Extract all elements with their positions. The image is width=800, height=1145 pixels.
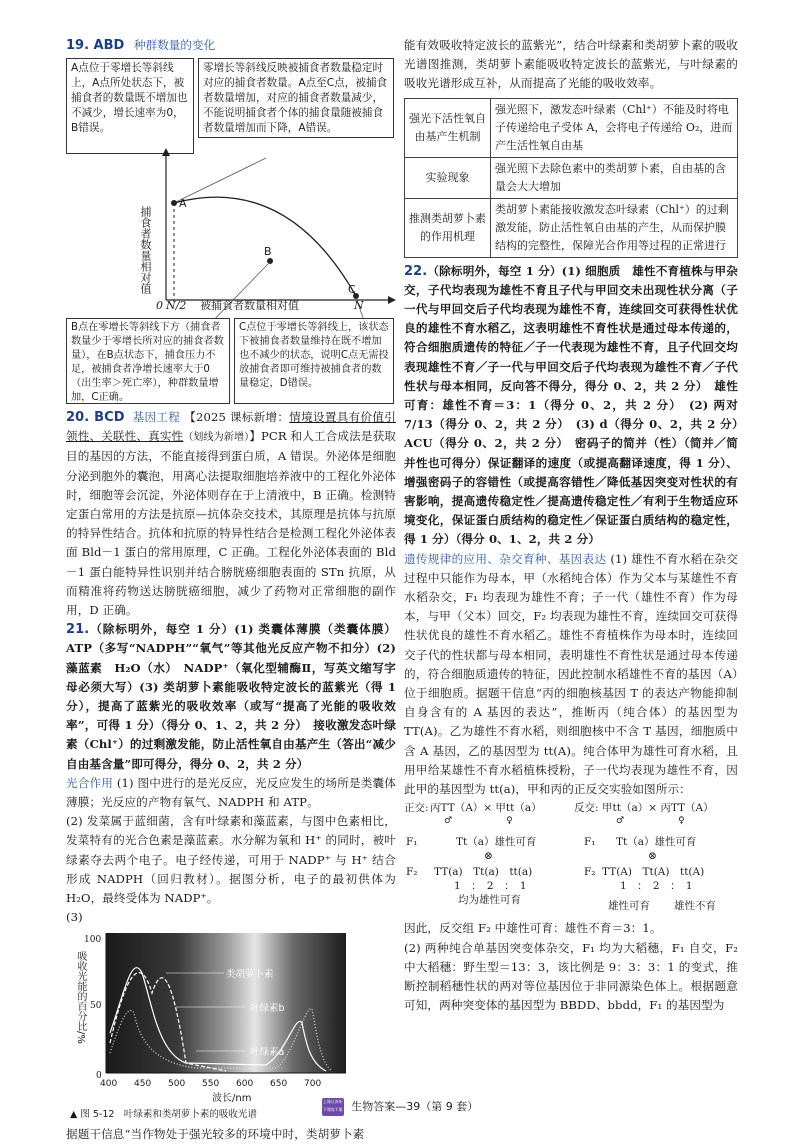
q21-fig-y100: 100	[84, 935, 102, 946]
q22-cross-self-left: ⊗	[484, 850, 493, 863]
q21-analysis-2: (2) 发菜属于蓝细菌，含有叶绿素和藻蓝素，与图中色素相比，发菜特有的光合色素是藻蓝素。水分解为氧和 H⁺ 的同时，被叶绿素夺去两个电子。电子经传递，可用于 NADP⁺ 与 H⁺ 结合形成 NADPH（回归教材）。据图分析，电子的最初供体为 H₂O，最终受体为 NADP⁺。	[66, 814, 396, 906]
q19-label-b: B	[264, 245, 272, 258]
q22-cross-f2-right-note2: 雄性不育	[674, 900, 716, 913]
table-cell-key: 强光下活性氧自由基产生机制	[405, 98, 491, 157]
q20-number: 20. BCD	[66, 410, 125, 425]
q21-tick-700: 700	[304, 1079, 322, 1090]
q20-tag: 【2025 课标新增：	[184, 410, 290, 424]
logo-line-2: 下课练不累	[322, 1106, 343, 1112]
q19-topic: 种群数量的变化	[134, 38, 216, 52]
q21-fig-ylabel: 吸收光能的百分比/%	[75, 951, 86, 1045]
q21-answer: （除标明外，每空 1 分）(1) 类囊体薄膜（类囊体膜）ATP（多写“NADPH”“氧气”等其他光反应产物不扣分）(2) 藻蓝素 H₂O（水） NADP⁺（氧化型辅酶Ⅱ，写英文缩写字母必须大写）(3) 类胡萝卜素能吸收特定波长的蓝紫光（得 1 分），提高了蓝紫光的吸收效率（或写“提高了光能的吸收效率”，可得 1 分）（得分 0、1、2，共 2 分） 接收激发态叶绿素（Chl⁺）的过剩激发能，防止活性氧自由基产生（答出“减少自由基含量”即可得分，得分 0、2，共 2 分）	[66, 622, 396, 771]
q21-tick-450: 450	[134, 1079, 152, 1090]
q21-tick-650: 650	[270, 1079, 288, 1090]
q22-cross-f1-left: Tt（a）雄性可育	[456, 836, 537, 849]
q19-box-c: B点在零增长等斜线下方（捕食者数量少于零增长所对应的捕食者数量），在B点状态下，捕食压力不足，被捕食者净增长速率大于0（出生率＞死亡率），种群数量增加，C正确。	[66, 318, 230, 404]
q21-mechanism-table	[404, 98, 738, 258]
q21-p1: (1) 图中进行的是光反应，光反应发生的场所是类囊体薄膜；光反应的产物有氧气、NADPH 和 ATP。	[66, 775, 396, 810]
q22-cross-p-left: 丙TT（A）× 甲tt（a）	[430, 802, 542, 815]
q19-label-a: A	[179, 197, 187, 210]
q21-fig-xticks	[100, 1075, 360, 1089]
q19-label-c: C	[348, 283, 356, 296]
q20-tag-note: （划线为新增）	[183, 432, 250, 444]
q19-point-a	[171, 200, 177, 206]
right-column	[404, 36, 750, 1015]
q21-block	[66, 620, 396, 774]
q22-cross-f1-left-tag: F₁	[406, 836, 418, 849]
q19-y-arrow	[162, 148, 170, 156]
logo-line-1: 上课认真听	[322, 1098, 343, 1104]
q19-box-b-pointer	[176, 158, 266, 202]
left-column	[66, 36, 396, 1145]
q22-analysis-1	[404, 550, 738, 800]
q19-box-a: A点位于零增长等斜线上，A点所处状态下，被捕食者的数量既不增加也不减少，增长速率为0，B错误。	[66, 58, 194, 154]
q19-box-b: 零增长等斜线反映被捕食者数量稳定时对应的捕食者数量。A点至C点，被捕食者数量增加，对应的捕食者数量减少，不能说明捕食者个体的捕食量随被捕食者数量增加而下降，A错误。	[198, 58, 394, 138]
q22-block	[404, 262, 750, 550]
q20-block	[66, 408, 396, 620]
q22-cross-f2-left-note: 均为雄性可育	[458, 894, 521, 907]
q21-fig-y50: 50	[90, 1001, 102, 1012]
q21-tick-600: 600	[236, 1079, 254, 1090]
q20-topic: 基因工程	[132, 410, 181, 424]
q20-text: PCR 和人工合成法是获取目的基因的方法，不能直接得到蛋白质，A 错误。外泌体是细胞分泌到胞外的囊泡，用离心法提取细胞培养液中的工程化外泌体时，细胞等会沉淀，外泌体则存在于上清液中，B 正确。检测特定蛋白常用的方法是抗原—抗体杂交技术，其原理是抗体与抗原的特异性结合。抗体和抗原的特异性结合是检测工程化外泌体表面 Bld－1 蛋白的常用原理，C 正确。工程化外泌体表面的 Bld－1 蛋白能特异性识别并结合膀胱癌细胞表面的 STn 抗原，从而精准将药物送达膀胱癌细胞，减少了药物对正常细胞的副作用，D 正确。	[66, 429, 396, 618]
q22-label: 遗传规律的应用、杂交育种、基因表达	[404, 551, 607, 566]
table-cell-value: 强光照下，激发态叶绿素（Chl⁺）不能及时将电子传递给电子受体 A，会将电子传递给 O₂，进而产生活性氧自由基	[491, 98, 738, 157]
q21-analysis-1	[66, 774, 396, 812]
table-cell-key: 推测类胡萝卜素的作用机理	[405, 198, 491, 257]
footer-page-label: 生物答案—39（第 9 套）	[351, 1099, 479, 1113]
q21-fig-y0: 0	[96, 1071, 102, 1082]
q21-tick-400: 400	[100, 1079, 118, 1090]
q22-cross-fj: 反交:	[574, 802, 599, 815]
q19-heading	[66, 36, 396, 56]
q22-cross-f2-right-ratio: 1 ： 2 ： 1	[620, 880, 693, 893]
q21-fig-caption: ▲ 图 5-12 叶绿素和类胡萝卜素的吸收光谱	[70, 1109, 257, 1121]
q22-cross-zj: 正交:	[404, 802, 429, 815]
q19-x-arrow	[388, 296, 396, 304]
q22-cross-f2-right-note1: 雄性可育	[608, 900, 650, 913]
q21-fig-xlabel: 波长/nm	[212, 1093, 252, 1105]
q21-tick-500: 500	[168, 1079, 186, 1090]
q19-label-n: N	[354, 299, 364, 312]
q19-box-d: C点位于零增长等斜线上，该状态下被捕食者数量维持在既不增加也不减少的状态，说明C点无需投放捕食者即可维持被捕食者的数量稳定，D错误。	[234, 318, 394, 404]
q22-cross-f2-right: TT(A) Tt(A) tt(A)	[602, 866, 705, 879]
q22-cross-f2-left: TT(a) Tt(a) tt(a)	[434, 866, 533, 879]
q20-tag-end: 】	[249, 429, 261, 444]
q21-fig-label-chla: 叶绿素a	[250, 1047, 285, 1059]
q22-number: 22.	[404, 263, 428, 279]
q22-p1: (1) 雄性不育水稻在杂交过程中只能作为母本，甲（水稻纯合体）作为父本与某雄性不育水稻杂交，F₁ 均表现为雄性不育；子一代（雄性不育）作为母本，与甲（父本）回交，F₂ 均表现为雄性不育，连续回交可获得性状优良的雄性不育水稻乙。雄性不育植株作为母本时，连续回交子代的性状都与母本相同，表明雄性不育性状是通过母本传递的，符合细胞质遗传的特征，因此控制水稻雄性不育的基因（A）位于细胞质。据题干信息“丙的细胞核基因 T 的表达产物能抑制自身含有的 A 基因的表达”，推断丙（纯合体）的基因型为 TT(A)。乙为雄性不育水稻，则细胞核中不含 T 基因，细胞质中含 A 基因，乙的基因型为 tt(A)。纯合体甲为雄性可育水稻，且用甲给某雄性不育水稻植株授粉，子一代均表现为雄性不育，因此甲的基因型为 tt(a)，甲和丙的正反交实验如图所示：	[404, 551, 738, 797]
table-row	[405, 198, 738, 257]
q21-number: 21.	[66, 622, 90, 638]
q19-y-label: 捕食者数量相对值	[139, 206, 152, 294]
q22-cross-f2-left-tag: F₂	[406, 866, 418, 879]
q21-label: 光合作用	[66, 775, 114, 790]
table-cell-value: 类胡萝卜素能接收激发态叶绿素（Chl⁺）的过剩激发能，防止活性氧自由基的产生，从而保护膜结构的完整性，保障光合作用等过程的正常进行	[491, 198, 738, 257]
q22-cross-f2-left-ratio: 1 ： 2 ： 1	[454, 880, 527, 893]
q22-cross-p-right-sex: ♂ ♀	[616, 816, 685, 827]
q22-cross-f1-right: Tt（a）雄性可育	[616, 836, 697, 849]
q22-cross-p-right: 甲tt（a）× 丙TT（A）	[602, 802, 714, 815]
q21-analysis-3: (3)	[66, 910, 83, 925]
q19-label-nhalf: N/2	[166, 299, 187, 312]
q19-label-origin: 0	[156, 299, 163, 312]
q22-analysis-2: 因此，反交组 F₂ 中雄性可育：雄性不育＝3：1。	[404, 921, 662, 936]
q22-cross-self-right: ⊗	[648, 850, 657, 863]
q22-cross-diagram	[404, 799, 738, 919]
q22-analysis-3: (2) 两种纯合单基因突变体杂交，F₁ 均为大稻穗，F₁ 自交，F₂ 中大稻穗：野生型＝13：3，该比例是 9：3：3：1 的变式，推断控制稻穗性状的两对等位基因位于非同源染色体上。根据题意可知，两种突变体的基因型为 BBDD、bbdd，F₁ 的基因型为	[404, 940, 738, 1013]
q22-answer: （除标明外，每空 1 分）(1) 细胞质 雄性不育植株与甲杂交，子代均表现为雄性不育且子代与甲回交未出现性状分离（子一代与甲回交后子代均表现为雄性不育，连续回交可获得性状优良的雄性不育水稻乙，这表明雄性不育性状是通过母本传递的，符合细胞质遗传的特征／子一代表现为雄性不育，且子代回交均表现雄性不育／子一代与甲回交后子代均表现为雄性不育／子代性状与母本相同，反向答不得分，得分 0、2，共 2 分） 雄性可育：雄性不育＝3：1（得分 0、2，共 2 分） (2) 两对 7/13（得分 0、2，共 2 分） (3) d（得分 0、2，共 2 分） ACU（得分 0、2，共 2 分） 密码子的简并（性）（简并／简并性也可得分）保证翻译的速度（或提高翻译速度，得 1 分）、增强密码子的容错性（或提高容错性／降低基因突变对性状的有害影响，提高遗传稳定性／提高遗传稳定性／有利于生物适应环境变化，保证蛋白质结构的稳定性／保证蛋白质结构的稳定性，得 1 分）（得分 0、1、2，共 2 分）	[404, 263, 750, 547]
page-footer	[0, 1097, 800, 1116]
brand-logo-icon	[322, 1098, 344, 1116]
q19-x-label: 被捕食者数量相对值	[200, 299, 299, 312]
q19-number: 19. ABD	[66, 38, 125, 53]
table-cell-key: 实验现象	[405, 157, 491, 198]
q21-fig-label-carotenoid: 类胡萝卜素	[226, 969, 274, 981]
table-row	[405, 157, 738, 198]
q22-cross-f2-right-tag: F₂	[584, 866, 596, 879]
q22-cross-p-left-sex: ♂ ♀	[444, 816, 513, 827]
q21-analysis-4: 据题干信息“当作物处于强光较多的环境中时，类胡萝卜素	[66, 1127, 365, 1142]
q19-figure	[66, 56, 396, 406]
q19-graph	[66, 148, 396, 308]
table-row	[405, 98, 738, 157]
q21-tick-550: 550	[202, 1079, 220, 1090]
q20-tag-underlined: 情境设置具有价值引领性、关联性、真实性	[66, 410, 396, 444]
table-cell-value: 强光照下去除色素中的类胡萝卜素，自由基的含量会大大增加	[491, 157, 738, 198]
q21-analysis-continued: 能有效吸收特定波长的蓝紫光”，结合叶绿素和类胡萝卜素的吸收光谱图推测，类胡萝卜素能吸收特定波长的蓝紫光，与叶绿素的吸收光谱形成互补，从而提高了光能的吸收效率。	[404, 38, 738, 91]
q22-cross-f1-right-tag: F₁	[584, 836, 596, 849]
q21-fig-label-chlb: 叶绿素b	[250, 1003, 285, 1015]
